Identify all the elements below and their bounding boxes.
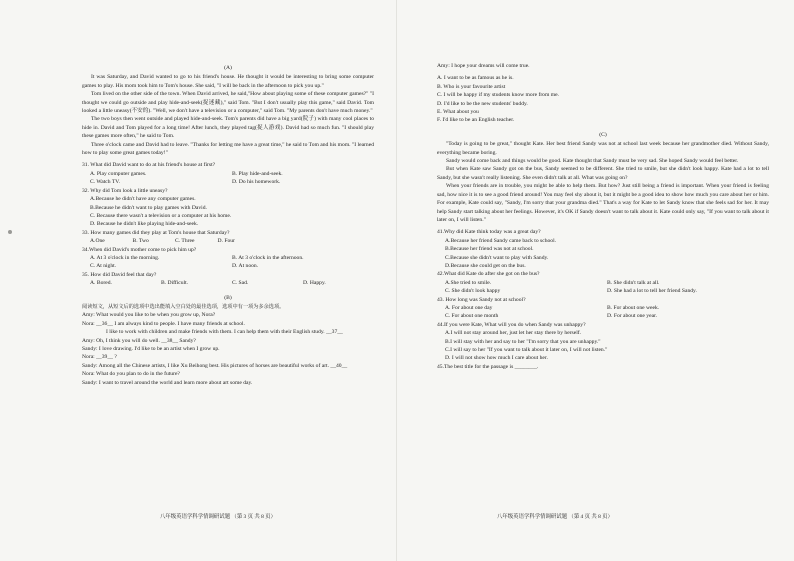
option-c[interactable]: C. Three (175, 238, 195, 245)
option-d[interactable]: D. Do his homework. (232, 179, 281, 186)
option-a[interactable]: A. At 3 o'clock in the morning. (90, 254, 160, 261)
question-32 (82, 187, 374, 229)
option-a[interactable]: A.Because he didn't have any computer games. (90, 196, 196, 203)
option-a[interactable]: A. For about one day (445, 304, 493, 311)
option-d[interactable]: D. Because he didn't like playing hide-and-seek. (90, 221, 199, 228)
question-stem: 41.Why did Kate think today was a great day? (437, 229, 541, 236)
dialog-end: Amy: I hope your dreams will come true. (437, 63, 530, 69)
question-34 (82, 246, 374, 271)
option-d[interactable]: D. Happy. (303, 280, 326, 287)
passage-c-para-3: But when Kate saw Sandy got on the bus, Sandy seemed to be different. She tried to smile, but she didn't look happy. Kate had a lot to tell Sandy, but she wasn't really listening. She even didn't talk at all. What was going on? (437, 166, 769, 181)
option-b[interactable]: B. Two (132, 238, 149, 245)
page-footer: 八年级英语学科学情调研试题 （第 3 页 共 8 页） (160, 514, 276, 520)
question-44 (437, 321, 769, 363)
question-stem: 34.When did David's mother come to pick him up? (82, 246, 197, 253)
question-41 (437, 228, 769, 270)
option-c[interactable]: C. Watch TV. (90, 179, 121, 186)
option-d[interactable]: D. I will not show how much I care about her. (445, 355, 548, 362)
dialog-line: Nora: What do you plan to do in the future? (82, 371, 180, 378)
dialog-line: Sandy: I love drawing. I'd like to be an artist when I grow up. (82, 346, 220, 352)
option-c[interactable]: C.Because she didn't want to play with Sandy. (445, 254, 549, 261)
passage-c-para-4: When your friends are in trouble, you might be able to help them. But how? Just still being a friend is important. When your friend is feeling sad, how nice it is to see a good friend around! You may feel shy about it, but it might be a good idea to show how much you care about her or him. For example, Kate could say, "Sandy, I'm sorry that your grandma died." That's a way for Kate to let Sandy know that she feels sad for her. It may help Sandy start talking about her feelings. However, it's OK if Sandy doesn't want to talk about it. Kate could only say, "If you want to talk about it later on, I will listen." (437, 183, 769, 223)
option-c[interactable]: C. She didn't look happy (445, 288, 501, 295)
option-b[interactable]: B. For about one week. (607, 304, 660, 311)
option-c[interactable]: C. Because there wasn't a television or a computer at his home. (90, 212, 232, 219)
option-a[interactable]: A.One (90, 238, 105, 245)
option-item[interactable]: F. I'd like to be an English teacher. (437, 117, 515, 124)
option-b[interactable]: B.Because he didn't want to play games with David. (90, 204, 207, 211)
question-45 (437, 363, 769, 371)
option-item[interactable]: D. I'd like to be the new students' buddy. (437, 100, 528, 107)
option-c[interactable]: C. For about one month (445, 313, 499, 320)
option-d[interactable]: D. At noon. (232, 263, 259, 270)
dialog-line: Nora: __39__ ? (82, 354, 117, 361)
option-item[interactable]: E. What about you (437, 109, 479, 116)
option-a[interactable]: A.I will not stay around her, just let her stay there by herself. (445, 330, 582, 337)
option-c[interactable]: C. Sad. (232, 280, 249, 287)
question-35 (82, 271, 374, 288)
left-column (82, 62, 374, 387)
question-stem: 35. How did David feel that day? (82, 271, 157, 278)
page-footer: 八年级英语学科学情调研试题 （第 4 页 共 8 页） (497, 514, 613, 520)
option-c[interactable]: C.I will say to her "If you want to talk about it later on, I will not listen." (445, 347, 608, 353)
option-d[interactable]: D. Four (217, 238, 235, 245)
passage-a-para-2: Tom lived on the other side of the town. When David arrived, he said,"How about playing some of these computer games?" "I thought we could go outside and play hide-and-seek(捉迷藏)," said Tom. "But I don't usually play this game," said David. Tom looked a little uneasy(不安的). "Well, we don't have a television or a computer," said Tom. "My parents don't have much money." (82, 91, 374, 115)
option-a[interactable]: A. Bored. (90, 280, 112, 287)
option-a[interactable]: A. Play computer games. (90, 170, 147, 177)
option-b[interactable]: B.Because her friend was not at school. (445, 246, 534, 253)
dialog-line: Amy: Oh, I think you will do well. __38__ Sandy? (82, 337, 196, 344)
option-b[interactable]: B. Play hide-and-seek. (232, 170, 283, 177)
section-a-heading: (A) (224, 65, 232, 71)
option-item[interactable]: B. Who is your favourite artist (437, 83, 506, 90)
dialog-line: Sandy: Among all the Chinese artists, I like Xu Beihong best. His pictures of horses are beautiful works of art. __40__ (82, 362, 348, 369)
passage-a-para-3: The two boys then went outside and played hide-and-seek. Tom's parents did have a big yard(院子) with many cool places to hide in. David and Tom played for a long time! After lunch, they played tag(捉人游戏). David had so much fun. "I should play these games more often," he said to Tom. (82, 116, 374, 140)
section-c-heading: (C) (599, 131, 607, 138)
passage-a-para-1: It was Saturday, and David wanted to go to his friend's house. He thought it would be interesting to bring some computer games to play. His mom took him to Tom's house. She said, "I will be back in the afternoon to pick you up." (82, 74, 374, 89)
question-stem: 44.If you were Kate, What will you do when Sandy was unhappy? (437, 321, 586, 328)
question-stem: 42.What did Kate do after she got on the bus? (437, 271, 540, 278)
dialog-line: Sandy: I want to travel around the world and learn more about art some day. (82, 379, 253, 386)
section-b-heading: (B) (224, 294, 232, 301)
option-b[interactable]: B. At 3 o'clock in the afternoon. (232, 254, 304, 261)
option-d[interactable]: D. She had a lot to tell her friend Sandy. (607, 288, 697, 295)
option-d[interactable]: D.Because she could get on the bus. (445, 262, 526, 269)
question-31 (82, 161, 374, 186)
option-item[interactable]: C. I will be happy if my students know more from me. (437, 92, 559, 99)
passage-c-para-2: Sandy would come back and things would be good. Kate thought that Sandy must be very sad. She hoped Sandy would feel better. (446, 158, 739, 165)
passage-c-para-1: "Today is going to be great," thought Kate. Her best friend Sandy was not at school last week because her grandmother died. Without Sandy, everything became boring. (437, 141, 769, 156)
question-stem: 31. What did David want to do at his friend's house at first? (82, 162, 216, 169)
option-d[interactable]: D. For about one year. (607, 313, 658, 320)
right-column (437, 62, 769, 371)
option-b[interactable]: B. Difficult. (161, 280, 189, 287)
question-33 (82, 229, 374, 246)
passage-a-para-4: Three o'clock came and David had to leave. "Thanks for letting me have a great time," he said to Tom and his mom. "I learned how to play some great games today!" (82, 141, 374, 157)
options-b (437, 74, 769, 124)
question-stem: 43. How long was Sandy not at school? (437, 296, 526, 303)
question-43 (437, 296, 769, 321)
dialog-line: Nora: __36__ I am always kind to people. I have many friends at school. (82, 320, 245, 327)
right-page (397, 0, 794, 561)
option-c[interactable]: C. At night. (90, 263, 117, 270)
option-item[interactable]: A. I want to be as famous as he is. (437, 75, 514, 82)
question-stem: 45.The best title for the passage is ________. (437, 363, 539, 370)
binding-hole (8, 230, 12, 234)
question-stem: 33. How many games did they play at Tom's house that Saturday? (82, 229, 230, 236)
question-stem: 32. Why did Tom look a little uneasy? (82, 187, 168, 194)
option-a[interactable]: A.She tried to smile. (445, 279, 492, 286)
section-b-instruction: 阅读短文，从短文后的选项中选出能填入空白处的最佳选项，选项中有一项为多余选项。 (82, 303, 285, 310)
option-b[interactable]: B.I will stay with her and say to her "I'm sorry that you are unhappy." (445, 338, 601, 345)
option-a[interactable]: A.Because her friend Sandy came back to school. (445, 237, 557, 244)
question-42 (437, 270, 769, 295)
dialog (82, 311, 374, 387)
dialog-line: I like to work with children and make friends with them. I can help them with their English study. __37__ (106, 329, 343, 336)
dialog-line: Amy: What would you like to be when you grow up, Nora? (82, 312, 216, 319)
option-b[interactable]: B. She didn't talk at all. (607, 279, 660, 286)
